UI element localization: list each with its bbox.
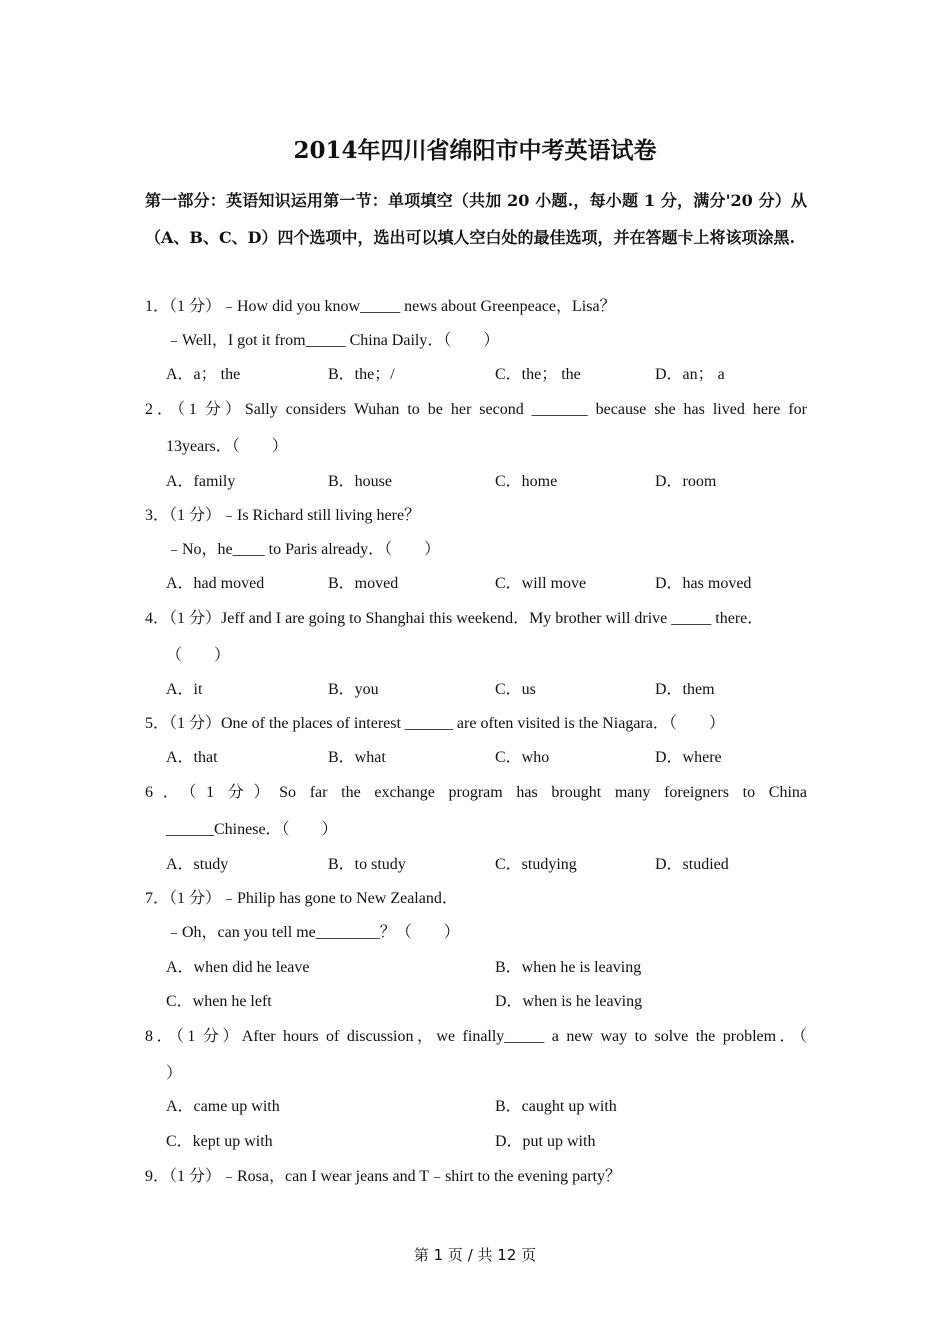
page-title: 2014年四川省绵阳市中考英语试卷 (293, 137, 657, 164)
question-4-option-c: C．us (495, 681, 536, 698)
question-8-option-b: B．caught up with (495, 1098, 617, 1115)
question-5-option-d: D．where (655, 749, 722, 766)
question-2-option-b: B．house (328, 473, 393, 490)
question-1-reply: ﹣Well，I got it from_____ China Daily．（ ） (166, 332, 500, 349)
question-5-option-b: B．what (328, 749, 386, 766)
question-1-option-b: B．the；/ (328, 366, 395, 383)
question-4-option-a: A．it (166, 681, 203, 698)
question-2-stem-cont: 13years．（ ） (166, 438, 288, 455)
question-3-reply: ﹣No，he____ to Paris already．（ ） (166, 541, 441, 558)
question-7-option-a: A．when did he leave (166, 959, 310, 976)
question-6-option-d: D．studied (655, 856, 729, 873)
question-2-option-d: D．room (655, 473, 717, 490)
question-3-stem: 3．（1 分）﹣Is Richard still living here？ (145, 507, 421, 524)
question-1-stem: 1．（1 分）﹣How did you know_____ news about Greenpeace，Lisa？ (145, 298, 616, 315)
question-1-option-d: D．an； a (655, 366, 725, 383)
question-2-option-a: A．family (166, 473, 236, 490)
question-7-option-d: D．when is he leaving (495, 993, 643, 1010)
question-4-stem-cont: （ ） (166, 647, 231, 664)
question-3-option-a: A．had moved (166, 575, 265, 592)
question-9-stem: 9．（1 分）﹣Rosa，can I wear jeans and T﹣shirt to the evening party？ (145, 1168, 622, 1185)
question-6-option-c: C．studying (495, 856, 577, 873)
question-6-stem: 6．（1 分）So far the exchange program has brought many foreigners to China (145, 784, 807, 801)
question-8-option-d: D．put up with (495, 1133, 596, 1150)
question-7-option-c: C．when he left (166, 993, 272, 1010)
question-7-stem: 7．（1 分）﹣Philip has gone to New Zealand． (145, 890, 458, 907)
question-6-stem-cont: ______Chinese．（ ） (166, 821, 338, 838)
question-5-stem: 5．（1 分）One of the places of interest ______ are often visited is the Niagara．（ ） (145, 715, 725, 732)
question-5-option-c: C．who (495, 749, 550, 766)
question-4-stem: 4．（1 分）Jeff and I are going to Shanghai this weekend．My brother will drive _____ there． (145, 610, 764, 627)
question-7-reply: ﹣Oh，can you tell me________？（ ） (166, 924, 460, 941)
question-3-option-b: B．moved (328, 575, 399, 592)
question-4-option-d: D．them (655, 681, 715, 698)
section-instructions: 第一部分：英语知识运用第一节：单项填空（共加 20 小题.，每小题 1 分，满分'20 分）从（A、B、C、D）四个选项中，选出可以填人空白处的最佳选项，并在答题卡上将该项涂黑. (145, 191, 807, 247)
question-4-option-b: B．you (328, 681, 379, 698)
question-1-option-a: A．a； the (166, 366, 241, 383)
question-1-option-c: C．the； the (495, 366, 581, 383)
question-6-option-a: A．study (166, 856, 229, 873)
page-number: 第 1 页 / 共 12 页 (413, 1246, 537, 1264)
question-3-option-c: C．will move (495, 575, 587, 592)
question-5-option-a: A．that (166, 749, 218, 766)
question-8-stem: 8．（1 分）After hours of discussion，we finally_____ a new way to solve the problem．（ (145, 1028, 807, 1045)
question-6-option-b: B．to study (328, 856, 406, 873)
question-3-option-d: D．has moved (655, 575, 752, 592)
question-2-option-c: C．home (495, 473, 558, 490)
question-8-stem-cont: ） (166, 1065, 183, 1082)
question-8-option-c: C．kept up with (166, 1133, 273, 1150)
question-8-option-a: A．came up with (166, 1098, 280, 1115)
question-7-option-b: B．when he is leaving (495, 959, 642, 976)
question-2-stem: 2．（1 分）Sally considers Wuhan to be her second _______ because she has lived here for (145, 401, 807, 418)
